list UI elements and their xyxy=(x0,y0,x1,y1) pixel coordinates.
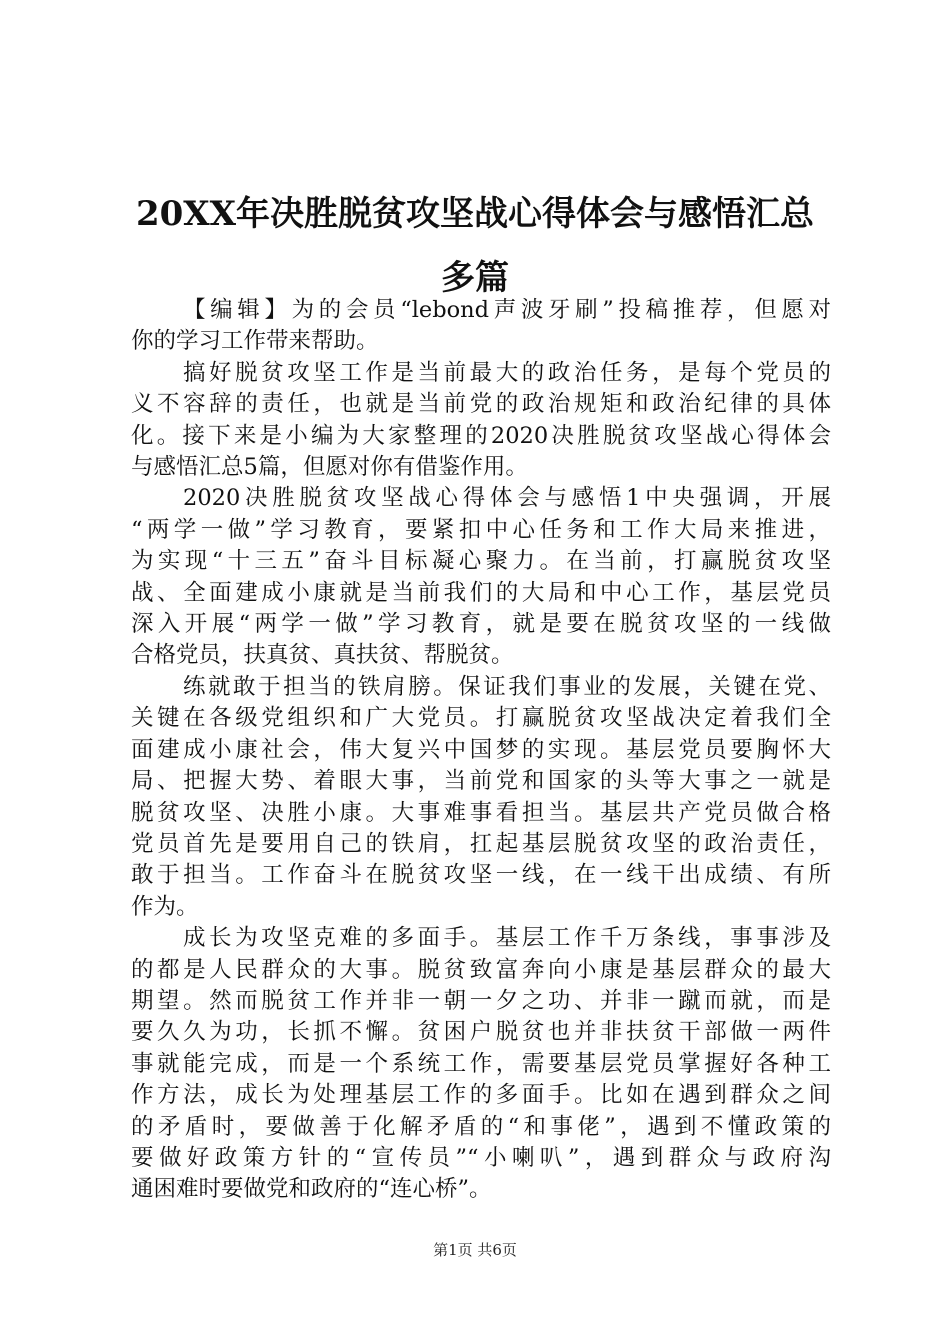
text-line: 深入开展“两学一做”学习教育，就是要在脱贫攻坚的一线做 xyxy=(131,611,831,638)
text-line: 面建成小康社会，伟大复兴中国梦的实现。基层党员要胸怀大 xyxy=(131,736,831,763)
text-line: 关键在各级党组织和广大党员。打赢脱贫攻坚战决定着我们全 xyxy=(131,705,831,732)
paragraph-intro xyxy=(131,358,831,484)
text-line: 期望。然而脱贫工作并非一朝一夕之功、并非一蹴而就，而是 xyxy=(131,987,831,1014)
document-body xyxy=(131,295,831,1206)
text-line: 战、全面建成小康就是当前我们的大局和中心工作，基层党员 xyxy=(131,579,831,606)
text-line: 义不容辞的责任，也就是当前党的政治规矩和政治纪律的具体 xyxy=(131,391,831,418)
text-line: 作方法，成长为处理基层工作的多面手。比如在遇到群众之间 xyxy=(131,1082,831,1109)
text-line: 的矛盾时，要做善于化解矛盾的“和事佬”，遇到不懂政策的 xyxy=(131,1113,831,1140)
text-line: 事就能完成，而是一个系统工作，需要基层党员掌握好各种工 xyxy=(131,1050,831,1077)
paragraph-editor-note xyxy=(131,295,831,358)
paragraph-shoulder xyxy=(131,672,831,923)
text-line: 为实现“十三五”奋斗目标凝心聚力。在当前，打赢脱贫攻坚 xyxy=(131,548,831,575)
page-footer: 第1页 共6页 xyxy=(433,1241,517,1259)
text-line: 要做好政策方针的“宣传员”“小喇叭”，遇到群众与政府沟 xyxy=(131,1144,831,1171)
text-line: 成长为攻坚克难的多面手。基层工作千万条线，事事涉及 xyxy=(183,925,831,952)
text-line: 合格党员，扶真贫、真扶贫、帮脱贫。 xyxy=(131,642,514,669)
paragraph-essay-1-opening xyxy=(131,483,831,671)
text-line: 化。接下来是小编为大家整理的2020决胜脱贫攻坚战心得体会 xyxy=(131,422,831,449)
text-line: 与感悟汇总5篇，但愿对你有借鉴作用。 xyxy=(131,454,528,481)
document-title xyxy=(120,182,830,310)
text-line: 你的学习工作带来帮助。 xyxy=(131,328,379,355)
text-line: 的都是人民群众的大事。脱贫致富奔向小康是基层群众的最大 xyxy=(131,956,831,983)
paragraph-all-rounder xyxy=(131,923,831,1206)
text-line: 2020决胜脱贫攻坚战心得体会与感悟1中央强调，开展 xyxy=(183,485,831,512)
title-line-1: 20XX年决胜脱贫攻坚战心得体会与感悟汇总 xyxy=(135,194,815,234)
text-line: 敢于担当。工作奋斗在脱贫攻坚一线，在一线干出成绩、有所 xyxy=(131,862,831,889)
text-line: 通困难时要做党和政府的“连心桥”。 xyxy=(131,1176,492,1203)
text-line: 【编辑】为的会员“lebond声波牙刷”投稿推荐，但愿对 xyxy=(183,297,831,323)
text-line: 搞好脱贫攻坚工作是当前最大的政治任务，是每个党员的 xyxy=(183,359,831,386)
text-line: 要久久为功，长抓不懈。贫困户脱贫也并非扶贫干部做一两件 xyxy=(131,1019,831,1046)
text-line: 练就敢于担当的铁肩膀。保证我们事业的发展，关键在党、 xyxy=(183,673,831,700)
text-line: 局、把握大势、着眼大事，当前党和国家的头等大事之一就是 xyxy=(131,768,831,795)
title-line-2: 多篇 xyxy=(441,258,509,298)
text-line: 脱贫攻坚、决胜小康。大事难事看担当。基层共产党员做合格 xyxy=(131,799,831,826)
text-line: 党员首先是要用自己的铁肩，扛起基层脱贫攻坚的政治责任， xyxy=(131,830,831,857)
text-line: 作为。 xyxy=(131,893,199,920)
text-line: “两学一做”学习教育，要紧扣中心任务和工作大局来推进， xyxy=(131,516,831,543)
